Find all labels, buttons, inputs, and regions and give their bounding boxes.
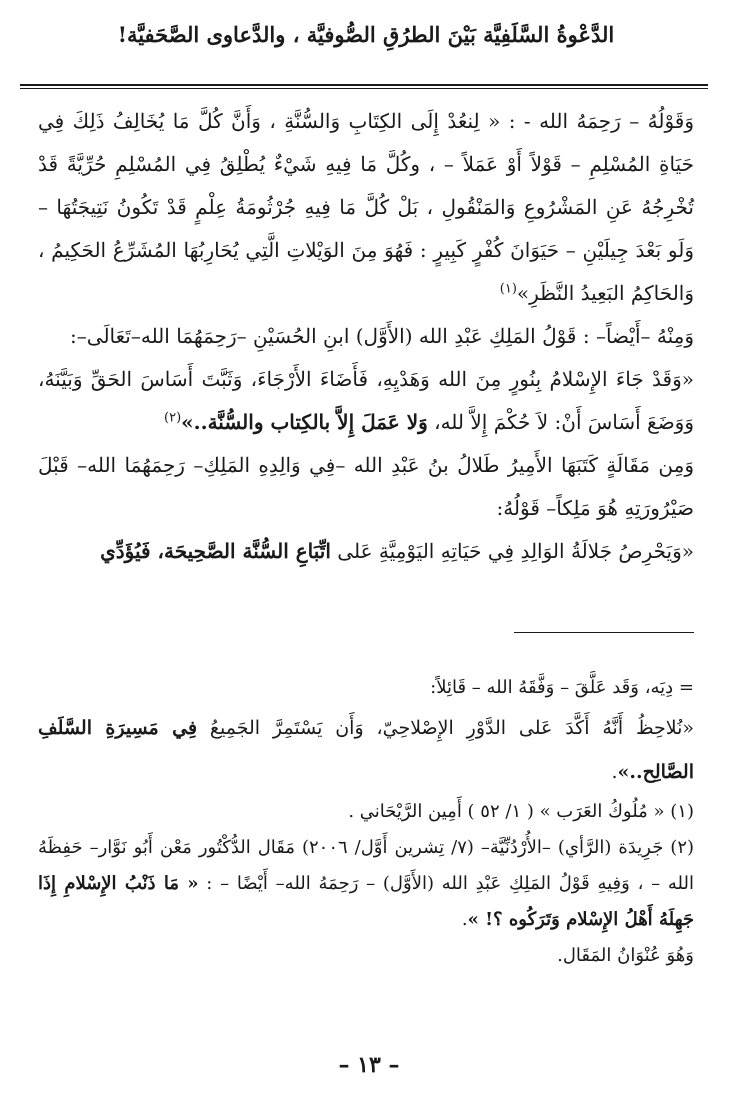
page-number: – ١٣ – — [338, 1052, 400, 1078]
paragraph-quote-2-bold: وَلا عَمَلَ إِلاَّ بالكِتاب والسُّنَّة..» — [181, 410, 428, 434]
footnote-continuation-quote — [38, 706, 694, 794]
running-header: الدَّعْوةُ السَّلَفِيَّة بَيْنَ الطرُقِ الصُّوفيَّة ، والدَّعاوى الصَّحَفيَّة! — [117, 22, 615, 47]
footnote-2-end: . — [461, 909, 468, 930]
paragraph-quote-1 — [38, 100, 694, 315]
paragraph-quote-3 — [38, 530, 694, 573]
footnote-continuation-quote-end: . — [611, 761, 618, 783]
footnote-continuation: = دِيَه، وَقَد عَلَّقَ – وَفَّقَهُ الله – قَائِلاً: — [430, 677, 694, 698]
footnote-1: (١) « مُلُوكُ العَرَب » ( ١/ ٥٢ ) أَمِين الرَّيْحَاني . — [348, 801, 694, 822]
paragraph-quote-3-text: «وَيَحْرِصُ جَلالَةُ الوَالِدِ فِي حَيَاتِهِ اليَوْمِيَّةِ عَلى — [330, 539, 694, 563]
paragraph-intro-2: وَمِنْهُ –أَيْضاً– : قَوْلُ المَلِكِ عَبْدِ الله (الأَوَّل) ابنِ الحُسَيْنِ –رَحِمَهُمَا الله–تَعَالَى–: — [70, 324, 694, 348]
footnote-2-note: وَهُوَ عُنْوَانُ المَقَال. — [557, 945, 694, 966]
footnotes — [38, 670, 694, 974]
footnote-continuation-quote-text: «نُلاحِظُ أَنَّهُ أَكَّدَ عَلى الدَّوْرِ الإِصْلاحِيّ، وَأَن يَسْتَمِرَّ الجَمِيعُ — [197, 717, 694, 739]
footnote-ref-2: (٢) — [164, 410, 182, 426]
footnote-2 — [38, 830, 694, 938]
footnote-2-bold: « مَا ذَنْبُ الإِسْلامِ إِذَا جَهِلَهُ أَهْلُ الإِسْلام وَتَرَكُوه ؟! » — [38, 873, 694, 930]
main-text — [38, 100, 694, 573]
header-rule-thin — [20, 88, 708, 89]
header-rule — [20, 84, 708, 86]
paragraph-quote-2-text: «وَقَدْ جَاءَ الإِسْلامُ بِنُورٍ مِنَ الله وَهَدْيِهِ، فَأَضَاءَ الأَرْجَاءَ، وَثَبَّتَ أَسَاسَ الحَقِّ وَبَيَّنَهُ، وَوَضَعَ أَسَاسَ أَنْ: لاَ حُكْمَ إِلاَّ لله، — [38, 367, 694, 434]
paragraph-intro-3: وَمِن مَقَالَةٍ كَتَبَهَا الأَمِيرُ طَلالُ بنُ عَبْدِ الله –فِي وَالِدِهِ المَلِكِ– رَحِمَهُمَا الله– قَبْلَ صَيْرُورَتِهِ هُوَ مَلِكاً– قَوْلُهُ: — [38, 453, 694, 520]
footnote-continuation-quote-bold: فِي مَسِيرَةِ السَّلَفِ الصَّالِح..» — [38, 717, 694, 783]
footnote-separator — [514, 632, 694, 633]
footnote-ref-1: (١) — [499, 281, 517, 297]
paragraph-quote-1-text: وَقَوْلُهُ – رَحِمَهُ الله - : « لِنعُدْ إِلَى الكِتَابِ وَالسُّنَّةِ ، وَأَنَّ كُلَّ مَا يُخَالِفُ ذَلِكَ فِي حَيَاةِ المُسْلِمِ – قَوْلاً أَوْ عَمَلاً – ، وكُلَّ مَا فِيهِ شَيْءٌ يُطْلِقُ فِي المُسْلِمِ حُرِّيَّةً قَدْ تُخْرِجُهُ عَنِ المَشْرُوعِ وَالمَنْقُولِ ، بَلْ كُلَّ مَا فِيهِ جُرْثُومَةُ عِلْمٍ قَدْ تَكُونُ نَتِيجَتُهَا – وَلَو بَعْدَ جِيلَيْنِ – حَيَوَانَ كُفْرٍ كَبِيرٍ : فَهُوَ مِنَ الوَيْلاتِ الَّتِي يُحَارِبُهَا المُشَرِّعُ الحَكِيمُ ، وَالحَاكِمُ البَعِيدُ النَّظَرِ» — [38, 109, 694, 305]
paragraph-quote-2 — [38, 358, 694, 444]
footnote-2-text: (٢) جَرِيدَة (الرَّأي) –الأُرْدُنِّيَّة– (٧/ تِشرين أَوَّل/ ٢٠٠٦) مَقَال الدُّكْتُور مَعْن أَبُو نَوَّار– حَفِظَهُ الله – ، وَفِيهِ قَوْلُ المَلِكِ عَبْدِ الله (الأَوَّل) – رَحِمَهُ الله– أَيْضًا – : — [38, 837, 695, 894]
paragraph-quote-3-bold: اتِّبَاعِ السُّنَّة الصَّحِيحَة، فَيُؤَدِّي — [100, 539, 331, 563]
